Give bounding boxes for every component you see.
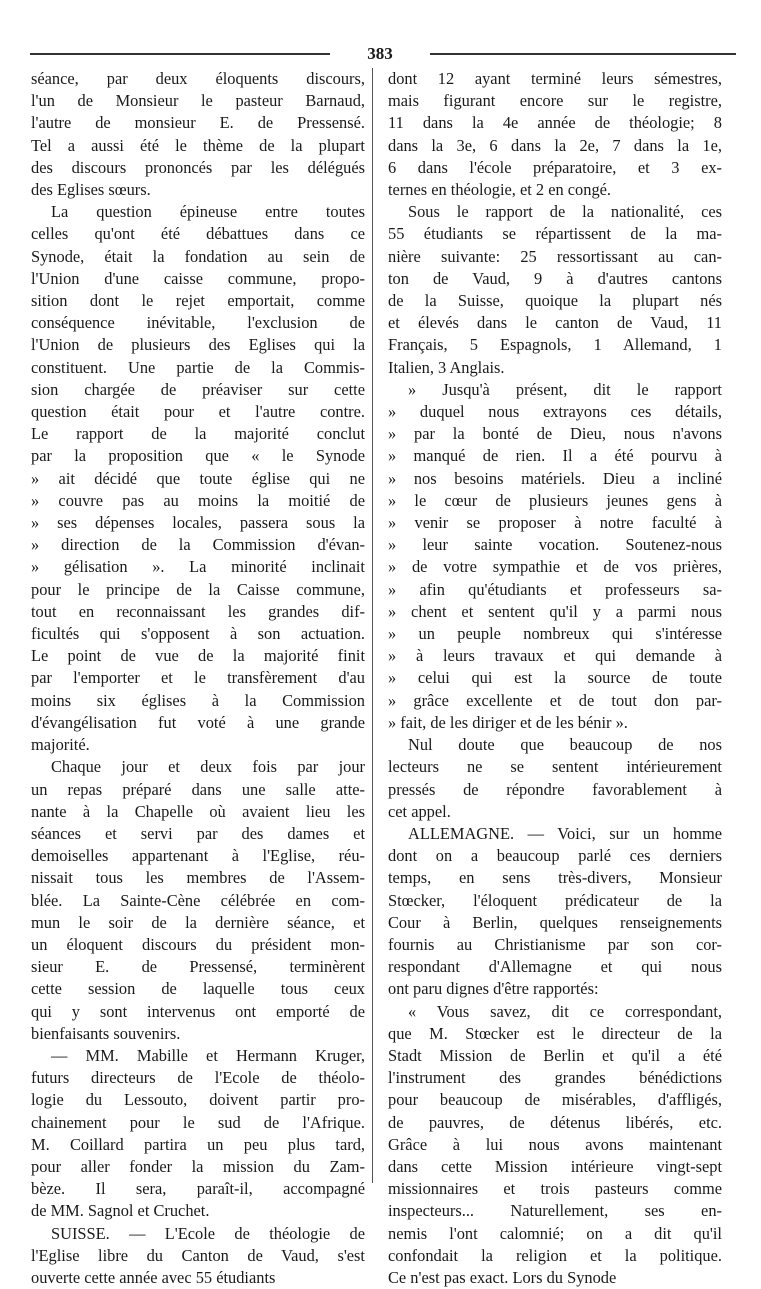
text-line: Stœcker, l'éloquent prédicateur de la [388,890,722,910]
text-line: pressés de répondre favorablement à [388,779,722,799]
text-line: Synode, était la fondation au sein de [31,246,365,266]
text-line: futurs directeurs de l'Ecole de théolo- [31,1068,365,1088]
text-line: séances et servi par des dames et [31,823,365,843]
text-line: inspecteurs... Naturellement, ses en- [388,1201,722,1221]
right-column [388,68,722,1289]
text-line: mais figurant encore sur le registre, [388,91,722,111]
text-line: dans la 3e, 6 dans la 2e, 7 dans la 1e, [388,135,722,155]
text-line: dont on a beaucoup parlé ces derniers [388,846,722,866]
text-line: » grâce excellente et de tout don par- [388,690,722,710]
page-header [30,44,736,64]
text-line: des Eglises sœurs. [31,180,151,200]
text-line: » couvre pas au moins la moitié de [31,490,365,510]
text-line: par la proposition que « le Synode [31,446,365,466]
text-line: Français, 5 Espagnols, 1 Allemand, 1 [388,335,722,355]
text-line: » manqué de rien. Il a été pourvu à [388,446,722,466]
text-line: 55 étudiants se répartissent de la ma- [388,224,722,244]
text-line: d'évangélisation fut voté à une grande [31,712,365,732]
text-line: » un peuple nombreux qui s'intéresse [388,624,722,644]
text-line: Tel a aussi été le thème de la plupart [31,135,365,155]
text-line: fournis au Christianisme par son cor- [388,934,722,954]
text-line: Stadt Mission de Berlin et qu'il a été [388,1045,722,1065]
text-line: l'Union de plusieurs des Eglises qui la [31,335,365,355]
text-line: lecteurs ne se sentent intérieurement [388,757,722,777]
text-line: 11 dans la 4e année de théologie; 8 [388,113,722,133]
text-line: logie du Lessouto, doivent partir pro- [31,1090,365,1110]
text-line: temps, en sens très-divers, Monsieur [388,868,722,888]
text-line: Nul doute que beaucoup de nos [408,735,722,755]
text-line: mun le soir de la dernière séance, et [31,912,365,932]
text-line: » de votre sympathie et de vos prières, [388,557,722,577]
text-line: l'instrument des grandes bénédictions [388,1068,722,1088]
header-rule-left [30,53,330,55]
text-line: un repas préparé dans une salle atte- [31,779,365,799]
text-line: par l'emporter et le transfèrement d'au [31,668,365,688]
text-line: majorité. [31,735,90,755]
text-line: Italien, 3 Anglais. [388,357,505,377]
text-line: séance, par deux éloquents discours, [31,69,365,88]
text-line: » afin qu'étudiants et professeurs sa- [388,579,722,599]
text-line: » le cœur de plusieurs jeunes gens à [388,490,722,510]
text-line: Cour à Berlin, quelques renseignements [388,912,722,932]
text-line: » gélisation ». La minorité inclinait [31,557,365,577]
text-line: nissait tous les membres de l'Assem- [31,868,365,888]
text-line: » ses dépenses locales, passera sous la [31,513,365,533]
text-line: dont 12 ayant terminé leurs sémestres, [388,69,722,88]
text-line: » Jusqu'à présent, dit le rapport [408,379,722,399]
text-line: pour aller fonder la mission du Zam- [31,1156,365,1176]
text-line: sieur E. de Pressensé, terminèrent [31,957,365,977]
text-line: Le point de vue de la majorité finit [31,646,365,666]
text-line: et élevés dans le canton de Vaud, 11 [388,313,722,333]
text-line: — MM. Mabille et Hermann Kruger, [51,1045,365,1065]
text-line: » duquel nous extrayons ces détails, [388,402,722,422]
text-line: » celui qui est la source de toute [388,668,722,688]
text-line: ALLEMAGNE. — Voici, sur un homme [408,823,722,843]
text-line: chainement pour le sud de l'Afrique. [31,1112,365,1132]
text-line: moins six églises à la Commission [31,690,365,710]
page-number: 383 [367,44,393,63]
text-line: bèze. Il sera, paraît-il, accompagné [31,1179,365,1199]
text-line: constituent. Une partie de la Commis- [31,357,365,377]
text-line: dans cette Mission intérieure vingt-sept [388,1156,722,1176]
text-line: » direction de la Commission d'évan- [31,535,365,555]
text-line: » venir se proposer à notre faculté à [388,513,722,533]
text-line: Sous le rapport de la nationalité, ces [408,202,722,222]
text-line: des discours prononcés par les délégués [31,157,365,177]
text-line: ouverte cette année avec 55 étudiants [31,1267,276,1287]
text-line: La question épineuse entre toutes [51,202,365,222]
text-line: » fait, de les diriger et de les bénir ». [388,712,628,732]
text-line: ton de Vaud, 9 à d'autres cantons [388,268,722,288]
text-line: nemis l'ont calomnié; on a dit qu'il [388,1223,722,1243]
text-line: l'autre de monsieur E. de Pressensé. [31,113,365,133]
text-line: l'un de Monsieur le pasteur Barnaud, [31,91,365,111]
text-line: qui y sont intervenus ont emporté de [31,1001,365,1021]
text-line: pour beaucoup de misérables, d'affligés, [388,1090,722,1110]
text-line: bienfaisants souvenirs. [31,1023,181,1043]
column-divider [372,68,373,1183]
text-line: nante à la Chapelle où avaient lieu les [31,801,365,821]
text-line: conséquence inévitable, l'exclusion de [31,313,365,333]
text-line: que M. Stœcker est le directeur de la [388,1023,722,1043]
text-line: l'Union d'une caisse commune, propo- [31,268,365,288]
text-line: Grâce à lui nous avons maintenant [388,1134,722,1154]
text-line: » à leurs travaux et qui demande à [388,646,722,666]
text-line: tout en reconnaissant les grandes dif- [31,601,365,621]
text-line: l'Eglise libre du Canton de Vaud, s'est [31,1245,365,1265]
text-line: de la Suisse, quoique la plupart nés [388,291,722,311]
text-line: respondant d'Allemagne et qui nous [388,957,722,977]
text-line: blée. La Sainte-Cène célébrée en com- [31,890,365,910]
header-rule-right [430,53,736,55]
text-line: cette session de laquelle tous ceux [31,979,365,999]
text-line: » nos besoins matériels. Dieu a incliné [388,468,722,488]
text-line: » leur sainte vocation. Soutenez-nous [388,535,722,555]
text-line: nière suivante: 25 ressortissant au can- [388,246,722,266]
text-line: SUISSE. — L'Ecole de théologie de [51,1223,365,1243]
text-line: Le rapport de la majorité conclut [31,424,365,444]
text-line: Chaque jour et deux fois par jour [51,757,365,777]
text-line: missionnaires et trois pasteurs comme [388,1179,722,1199]
text-line: ternes en théologie, et 2 en congé. [388,180,612,200]
text-line: ficultés qui s'opposent à son actuation. [31,624,365,644]
text-line: 6 dans l'école préparatoire, et 3 ex- [388,157,722,177]
text-line: confondait la religion et la politique. [388,1245,722,1265]
text-line: de MM. Sagnol et Cruchet. [31,1201,210,1221]
text-line: un éloquent discours du président mon- [31,934,365,954]
text-line: » ait décidé que toute église qui ne [31,468,365,488]
text-line: « Vous savez, dit ce correspondant, [408,1001,722,1021]
text-line: M. Coillard partira un peu plus tard, [31,1134,365,1154]
text-line: demoiselles appartenant à l'Eglise, réu- [31,846,365,866]
text-line: Ce n'est pas exact. Lors du Synode [388,1267,617,1287]
text-line: » par la bonté de Dieu, nous n'avons [388,424,722,444]
text-line: » chent et sentent qu'il y a parmi nous [388,601,722,621]
text-line: question était pour et l'autre contre. [31,402,365,422]
left-column [31,68,365,1289]
text-line: sition dont le rejet emportait, comme [31,291,365,311]
text-line: cet appel. [388,801,451,821]
text-line: celles qu'ont été débattues dans ce [31,224,365,244]
text-line: ont paru dignes d'être rapportés: [388,979,599,999]
text-line: sion chargée de préaviser sur cette [31,379,365,399]
text-line: pour le principe de la Caisse commune, [31,579,365,599]
text-line: de pauvres, de détenus libérés, etc. [388,1112,722,1132]
